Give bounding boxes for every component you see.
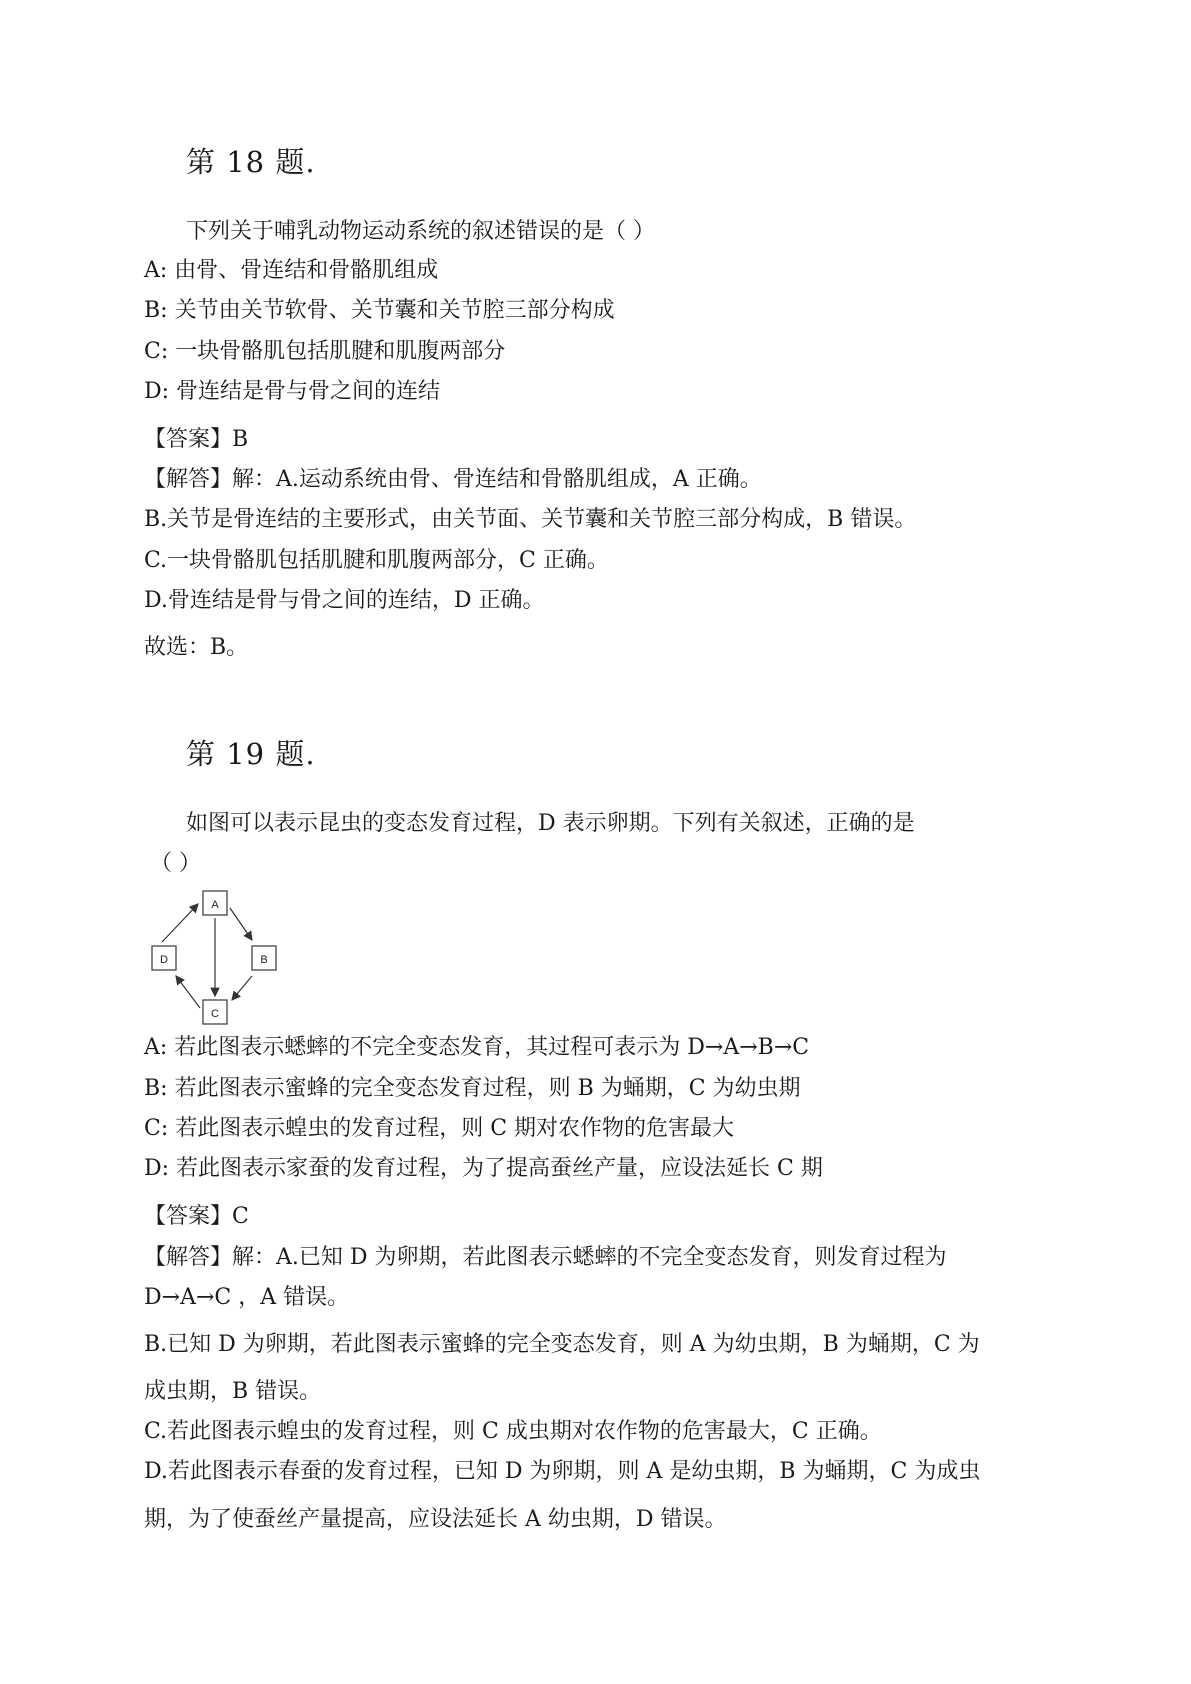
question-18-conclusion: 故选：B。 [144, 635, 249, 660]
question-18-explanation-line: D.骨连结是骨与骨之间的连结，D 正确。 [144, 588, 545, 613]
question-18-explanation-line: 【解答】解：A.运动系统由骨、骨连结和骨骼肌组成，A 正确。 [144, 467, 762, 492]
arrow-a-to-b [230, 908, 252, 940]
question-18-explanation-line: B.关节是骨连结的主要形式，由关节面、关节囊和关节腔三部分构成，B 错误。 [144, 507, 917, 532]
arrow-c-to-d [176, 976, 200, 1008]
question-18-option-b: B: 关节由关节软骨、关节囊和关节腔三部分构成 [144, 298, 615, 323]
question-19-answer: 【答案】C [144, 1204, 249, 1229]
question-19-stem-bracket: （ ） [150, 851, 201, 876]
question-19-explanation-line: B.已知 D 为卵期，若此图表示蜜蜂的完全变态发育，则 A 为幼虫期，B 为蛹期，C 为 [144, 1332, 980, 1357]
question-18-option-d: D: 骨连结是骨与骨之间的连结 [144, 379, 441, 404]
arrow-d-to-a [162, 904, 198, 942]
arrow-b-to-c [232, 976, 252, 1000]
metamorphosis-cycle-diagram [146, 888, 286, 1028]
question-18-explanation-line: C.一块骨骼肌包括肌腱和肌腹两部分，C 正确。 [144, 548, 609, 573]
question-19-explanation-line: 【解答】解：A.已知 D 为卵期，若此图表示蟋蟀的不完全变态发育，则发育过程为 [144, 1245, 947, 1270]
question-18-option-a: A: 由骨、骨连结和骨骼肌组成 [144, 258, 439, 283]
question-19-explanation-line: 成虫期，B 错误。 [144, 1379, 322, 1404]
stage-label-a: A [211, 899, 219, 911]
stage-label-b: B [260, 954, 268, 966]
question-19-option-b: B: 若此图表示蜜蜂的完全变态发育过程，则 B 为蛹期，C 为幼虫期 [144, 1076, 801, 1101]
stage-label-d: D [160, 954, 168, 966]
question-18-title: 第 18 题. [186, 145, 316, 179]
question-19-title: 第 19 题. [186, 737, 316, 771]
question-19-explanation-line: D.若此图表示春蚕的发育过程，已知 D 为卵期，则 A 是幼虫期，B 为蛹期，C 为成虫 [144, 1459, 981, 1484]
question-18-option-c: C: 一块骨骼肌包括肌腱和肌腹两部分 [144, 339, 506, 364]
question-18-stem: 下列关于哺乳动物运动系统的叙述错误的是（ ） [186, 219, 655, 244]
question-19-stem: 如图可以表示昆虫的变态发育过程，D 表示卵期。下列有关叙述，正确的是 [186, 811, 915, 836]
question-19-option-d: D: 若此图表示家蚕的发育过程，为了提高蚕丝产量，应设法延长 C 期 [144, 1156, 823, 1181]
question-19-explanation-line: D→A→C ，A 错误。 [144, 1285, 350, 1310]
question-19-option-c: C: 若此图表示蝗虫的发育过程，则 C 期对农作物的危害最大 [144, 1116, 735, 1141]
question-19-explanation-line: C.若此图表示蝗虫的发育过程，则 C 成虫期对农作物的危害最大，C 正确。 [144, 1419, 882, 1444]
stage-label-c: C [211, 1008, 219, 1020]
question-19-explanation-line: 期，为了使蚕丝产量提高，应设法延长 A 幼虫期，D 错误。 [144, 1507, 727, 1532]
question-18-answer: 【答案】B [144, 427, 249, 452]
question-19-option-a: A: 若此图表示蟋蟀的不完全变态发育，其过程可表示为 D→A→B→C [144, 1035, 810, 1060]
